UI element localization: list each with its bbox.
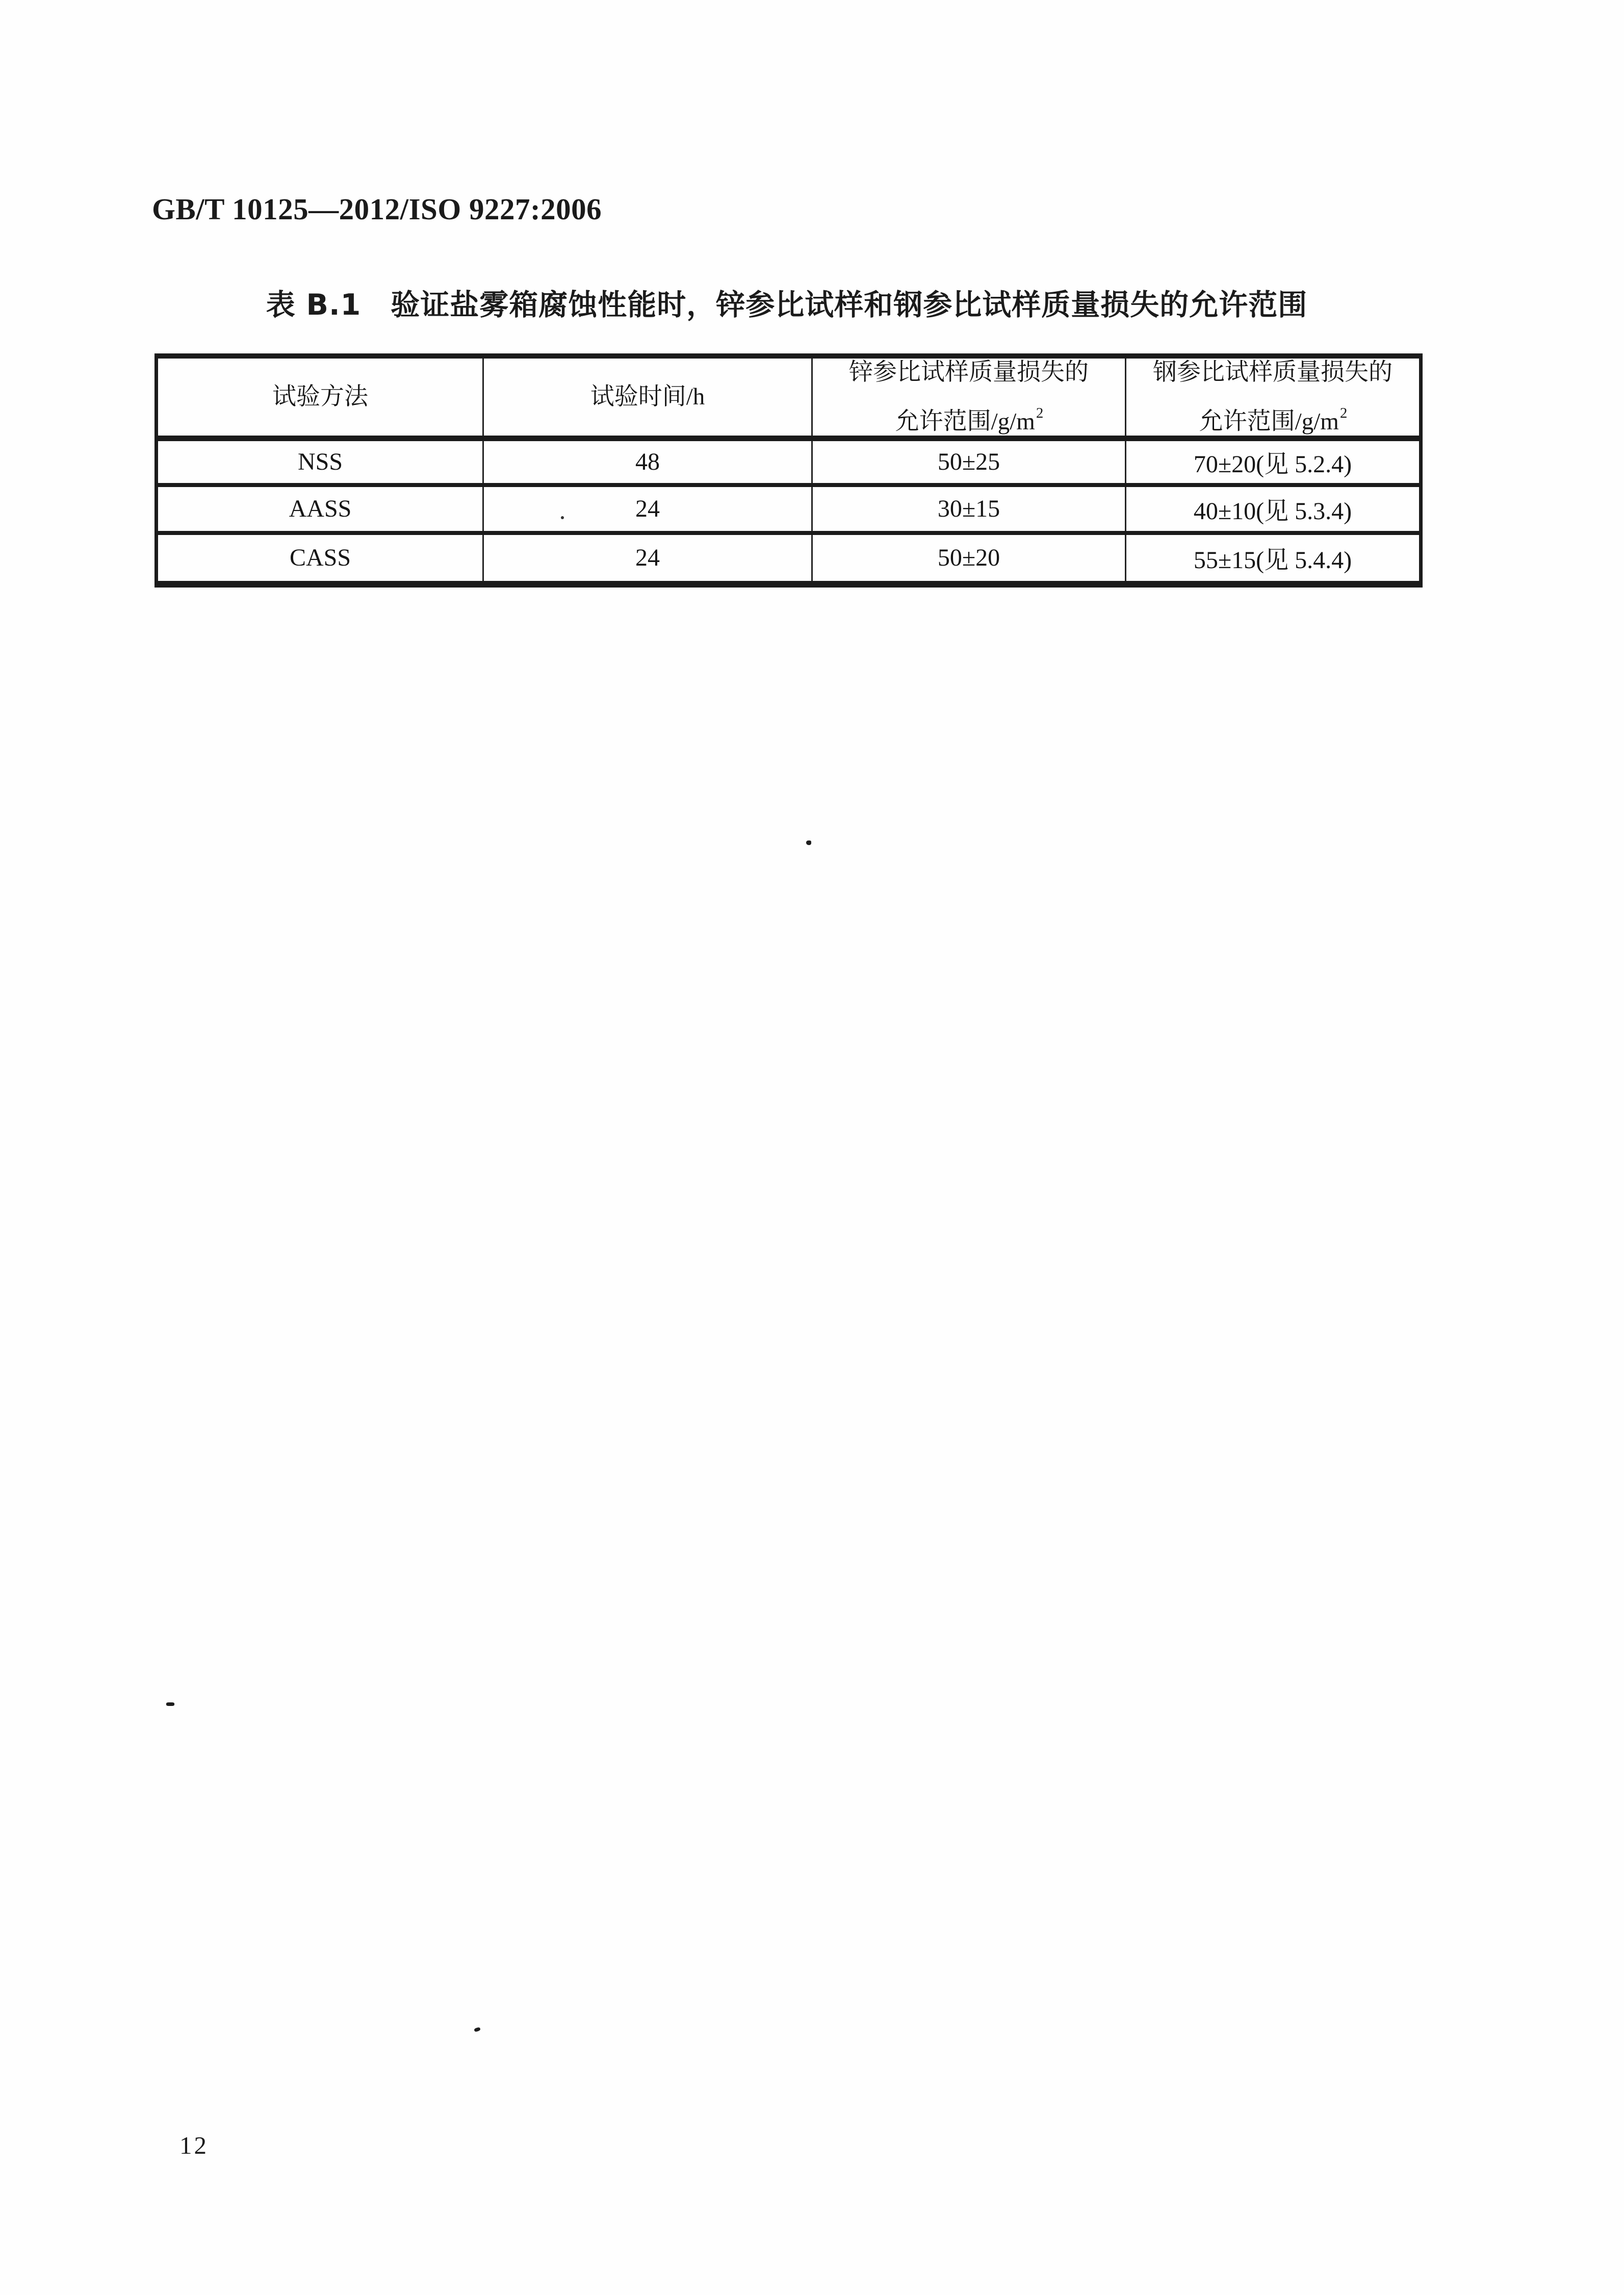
column-header-zinc-loss-line1: 锌参比试样质量损失的 (849, 359, 1089, 386)
table-header-row (157, 356, 1421, 438)
cell-aass-steel-loss: 40±10(见 5.3.4) (1126, 485, 1421, 533)
scan-speck (806, 840, 811, 845)
cell-cass-steel-loss: 55±15(见 5.4.4) (1126, 533, 1421, 584)
column-header-zinc-loss-line2: 允许范围/g/m (895, 408, 1035, 435)
table-row-cass (157, 533, 1421, 584)
steel-loss-unit-superscript: 2 (1339, 405, 1348, 421)
scan-speck (561, 516, 564, 519)
column-header-steel-loss-line2: 允许范围/g/m (1199, 408, 1339, 435)
cell-cass-zinc-loss: 50±20 (812, 533, 1126, 584)
table-row-aass (157, 485, 1421, 533)
column-header-steel-loss-line1: 钢参比试样质量损失的 (1153, 359, 1393, 386)
column-header-method-label: 试验方法 (272, 384, 368, 411)
cell-aass-method: AASS (157, 485, 483, 533)
zinc-loss-unit-superscript: 2 (1036, 405, 1044, 421)
cell-nss-steel-loss: 70±20(见 5.2.4) (1126, 438, 1421, 485)
page-number: 12 (179, 2131, 209, 2159)
table-body (157, 438, 1421, 584)
column-header-time-label: 试验时间/h (590, 384, 705, 411)
scan-speck (474, 2027, 481, 2032)
table-b1 (154, 353, 1423, 588)
cell-nss-zinc-loss: 50±25 (812, 438, 1126, 485)
scan-speck (166, 1702, 174, 1706)
column-header-zinc-loss (812, 356, 1126, 438)
table-row-nss (157, 438, 1421, 485)
column-header-method (157, 356, 483, 438)
cell-nss-time: 48 (483, 438, 812, 485)
cell-aass-zinc-loss: 30±15 (812, 485, 1126, 533)
cell-cass-method: CASS (157, 533, 483, 584)
cell-aass-time: 24 (483, 485, 812, 533)
cell-cass-time: 24 (483, 533, 812, 584)
cell-nss-method: NSS (157, 438, 483, 485)
table-header (157, 356, 1421, 438)
standard-code-header: GB/T 10125—2012/ISO 9227:2006 (152, 192, 602, 226)
table-b1-title: 表 B.1 验证盐雾箱腐蚀性能时，锌参比试样和钢参比试样质量损失的允许范围 (266, 288, 1308, 322)
column-header-steel-loss (1126, 356, 1421, 438)
column-header-time (483, 356, 812, 438)
